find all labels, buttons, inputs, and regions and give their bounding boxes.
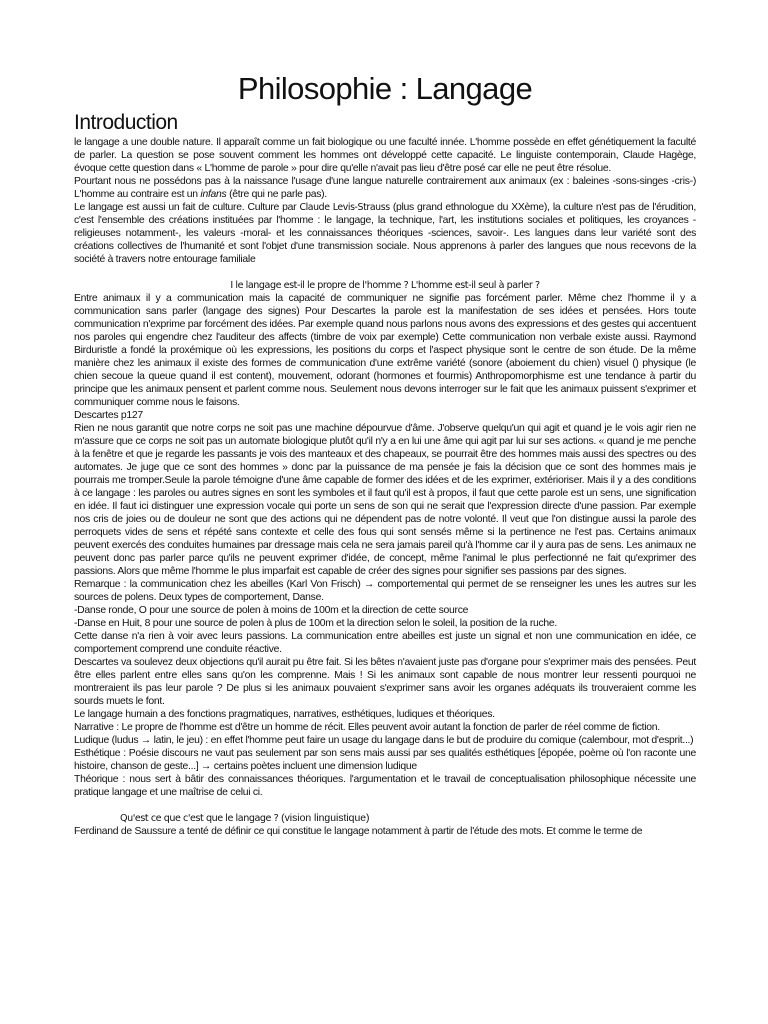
intro-paragraph-2	[74, 175, 696, 201]
danse-huit-item: -Danse en Huit, 8 pour une source de polen à plus de 100m et la direction selon le soleil, la position de la ruche.	[74, 618, 558, 629]
intro-p2-text-end: (être qui ne parle pas).	[226, 189, 327, 200]
intro-paragraph-1: le langage a une double nature. Il apparaît comme un fait biologique ou une faculté innée. L'homme possède en effet génétiquement la faculté de parler. La question se pose souvent comment les hommes ont développé cette capacité. Le linguiste contemporain, Claude Hagège, évoque cette question dans « L'homme de parole » pour dire qu'elle n'avait pas lieu d'être posé car elle ne peut être résolue.	[74, 137, 696, 174]
narrative-paragraph: Narrative : Le propre de l'homme est d'être un homme de récit. Elles peuvent avoir autant la fonction de parler de réel comme de fiction.	[74, 722, 660, 733]
descartes-reference: Descartes p127	[74, 410, 143, 421]
section-2-heading	[120, 812, 696, 825]
section-2-heading-note: (vision linguistique)	[278, 813, 370, 824]
intro-p3-text: Le langage est aussi un fait de culture. Culture par	[74, 202, 300, 213]
section-2-heading-text: Qu'est ce que c'est que le langage ?	[120, 813, 279, 824]
spacer	[74, 266, 696, 279]
section-2-paragraph-1: Ferdinand de Saussure a tenté de définir ce qui constitue le langage notamment à partir de l'étude des mots. Et comme le terme de	[74, 826, 643, 837]
spacer	[74, 799, 696, 812]
section-1-paragraph-7: Cette danse n'a rien à voir avec leurs passions. La communication entre abeilles est juste un signal et non une communication en idée, ce comportement comprend une conduite réactive.	[74, 631, 696, 655]
infans-term: infans	[200, 189, 227, 200]
ludique-paragraph: Ludique (ludus → latin, le jeu) : en effet l'homme peut faire un usage du langage dans le but de produire du comique (calembour, mot d'esprit...)	[74, 735, 694, 746]
section-1-heading: I le langage est-il le propre de l'homme ? L'homme est-il seul à parler ?	[230, 280, 540, 291]
introduction-heading: Introduction	[74, 111, 178, 134]
page-title: Philosophie : Langage	[237, 71, 533, 106]
remarque-paragraph: Remarque : la communication chez les abeilles (Karl Von Frisch) → comportemental qui permet de se renseigner les unes les autres sur les sources de polens. Deux types de comportement, Danse.	[74, 579, 696, 603]
esthetique-paragraph: Esthétique : Poésie discours ne vaut pas seulement par son sens mais aussi par ses qualités esthétiques [épopée, poème où l'on raconte une histoire, chanson de geste...] → certains poètes incluent une dimension ludique	[74, 748, 696, 772]
theorique-paragraph: Théorique : nous sert à bâtir des connaissances théoriques. l'argumentation et le travail de conceptualisation philosophique nécessite une pratique langage et une maîtrise de celui ci.	[74, 774, 696, 798]
section-1-paragraph-3: Rien ne nous garantit que notre corps ne soit pas une machine dépourvue d'âme. J'observe quelqu'un qui agit et quand je le vois agir rien ne m'assure que ce corps ne soit pas un automate biologique plutôt qu'il n'y a en lui une âme qui agit par lui sur ses actions. « quand je me penche à la fenêtre et que je regarde les passants je vois des manteaux et des chapeaux, se pourrait être des hommes mais aussi des spectres ou des automates. Je juge que ce sont des hommes » donc par la puissance de ma pensée je fais la décision que ce sont des hommes mais je pourrais me tromper.Seule la parole témoigne d'une âme capable de former des idées et de les exprimer, extérioriser. Mais il y a des conditions à ce langage : les paroles ou autres signes en sont les symboles et il faut qu'il est à propos, il faut que cette parole est un sens, une signification en idée. Il faut ici distinguer une expression vocale qui porte un sens de son qui ne serait que l'expression directe d'une passion. Par exemple nos cris de joies ou de douleur ne sont que des actions qui ne dépendent pas de notre volonté. Il veut que l'on distingue aussi la parole des perroquets vides de sens et répété sans contexte et celle des fous qui sont sensés même si la pertinence ne l'est pas. Certains animaux peuvent exercés des conduites humaines par dressage mais cela ne sera jamais pareil qu'à l'homme car il y aura pas de sens. Les animaux ne peuvent donc pas parler parce qu'ils ne peuvent exprimer d'idée, de concept, même l'animal le plus perfectionné ne fait qu'exprimer des passions. Alors que même l'homme le plus imparfait est capable de créer des signes pour signifier ses passions par des signes.	[74, 423, 696, 577]
document-page	[74, 68, 696, 1020]
intro-p3-text-end: (plus grand ethnologue du XXème), la culture n'est pas de l'érudition, c'est l'ensemble des créations instituées par l'homme : le langage, la technique, l'art, les institutions sociales et politiques, les croyances -religieuses notamment-, les valeurs -moral- et les connaissances théoriques -sciences, savoir-. Les langues dans leur variété sont des créations collectives de l'humanité et sont l'objet d'une transmission sociale. Nous apprenons à parler des langues que nous recevons de la société à travers notre entourage familiale	[74, 202, 697, 265]
author-name: Claude Levis-Strauss	[299, 202, 390, 213]
section-1-paragraph-9: Le langage humain a des fonctions pragmatiques, narratives, esthétiques, ludiques et théoriques.	[74, 709, 495, 720]
section-1-paragraph-8: Descartes va soulevez deux objections qu'il aurait pu être fait. Si les bêtes n'avaient juste pas d'organe pour s'exprimer mais des pensées. Peut être elles parlent entre elles sans qu'on les comprenne. Mais ! Si les animaux sont capable de nous montrer leur ressenti pourquoi ne montreraient ils pas leur parole ? De plus si les animaux pouvaient s'exprimer sans avoir les organes adéquats ils trouveraient comme les sourds muets le font.	[74, 657, 696, 707]
intro-p2-text: Pourtant nous ne possédons pas à la naissance l'usage d'une langue naturelle contrairement aux animaux (ex : baleines -sons-singes -cris-) L'homme au contraire est un	[74, 176, 696, 200]
intro-paragraph-3	[74, 201, 696, 266]
section-1-paragraph-1: Entre animaux il y a communication mais la capacité de communiquer ne signifie pas forcément parler. Même chez l'homme il y a communication sans parler (langage des signes) Pour Descartes la parole est la manifestation de ses idées et pensées. Hors toute communication n'exprime par forcément des idées. Par exemple quand nous parlons nous avons des expressions et des gestes qui accentuent nos paroles qui engendre chez l'auditeur des affects (timbre de voix par exemple) Cette communication non verbale existe aussi. Raymond Birduristle a fondé la proxémique où les expressions, les positions du corps et l'aspect physique sont le centre de son étude. De la même manière chez les animaux il existe des formes de communication d'une extrême variété (sonore (aboiement du chien) visuel () physique (le chien secoue la queue quand il est content), mouvement, odorant (hormones et fourmis) Anthropomorphisme est une tendance à partir du principe que les animaux pensent et parlent comme nous. Seulement nous devons interroger sur le fait que les animaux puissent s'exprimer et communiquer comme nous le faisons.	[74, 293, 696, 408]
danse-ronde-item: -Danse ronde, O pour une source de polen à moins de 100m et la direction de cette source	[74, 605, 469, 616]
